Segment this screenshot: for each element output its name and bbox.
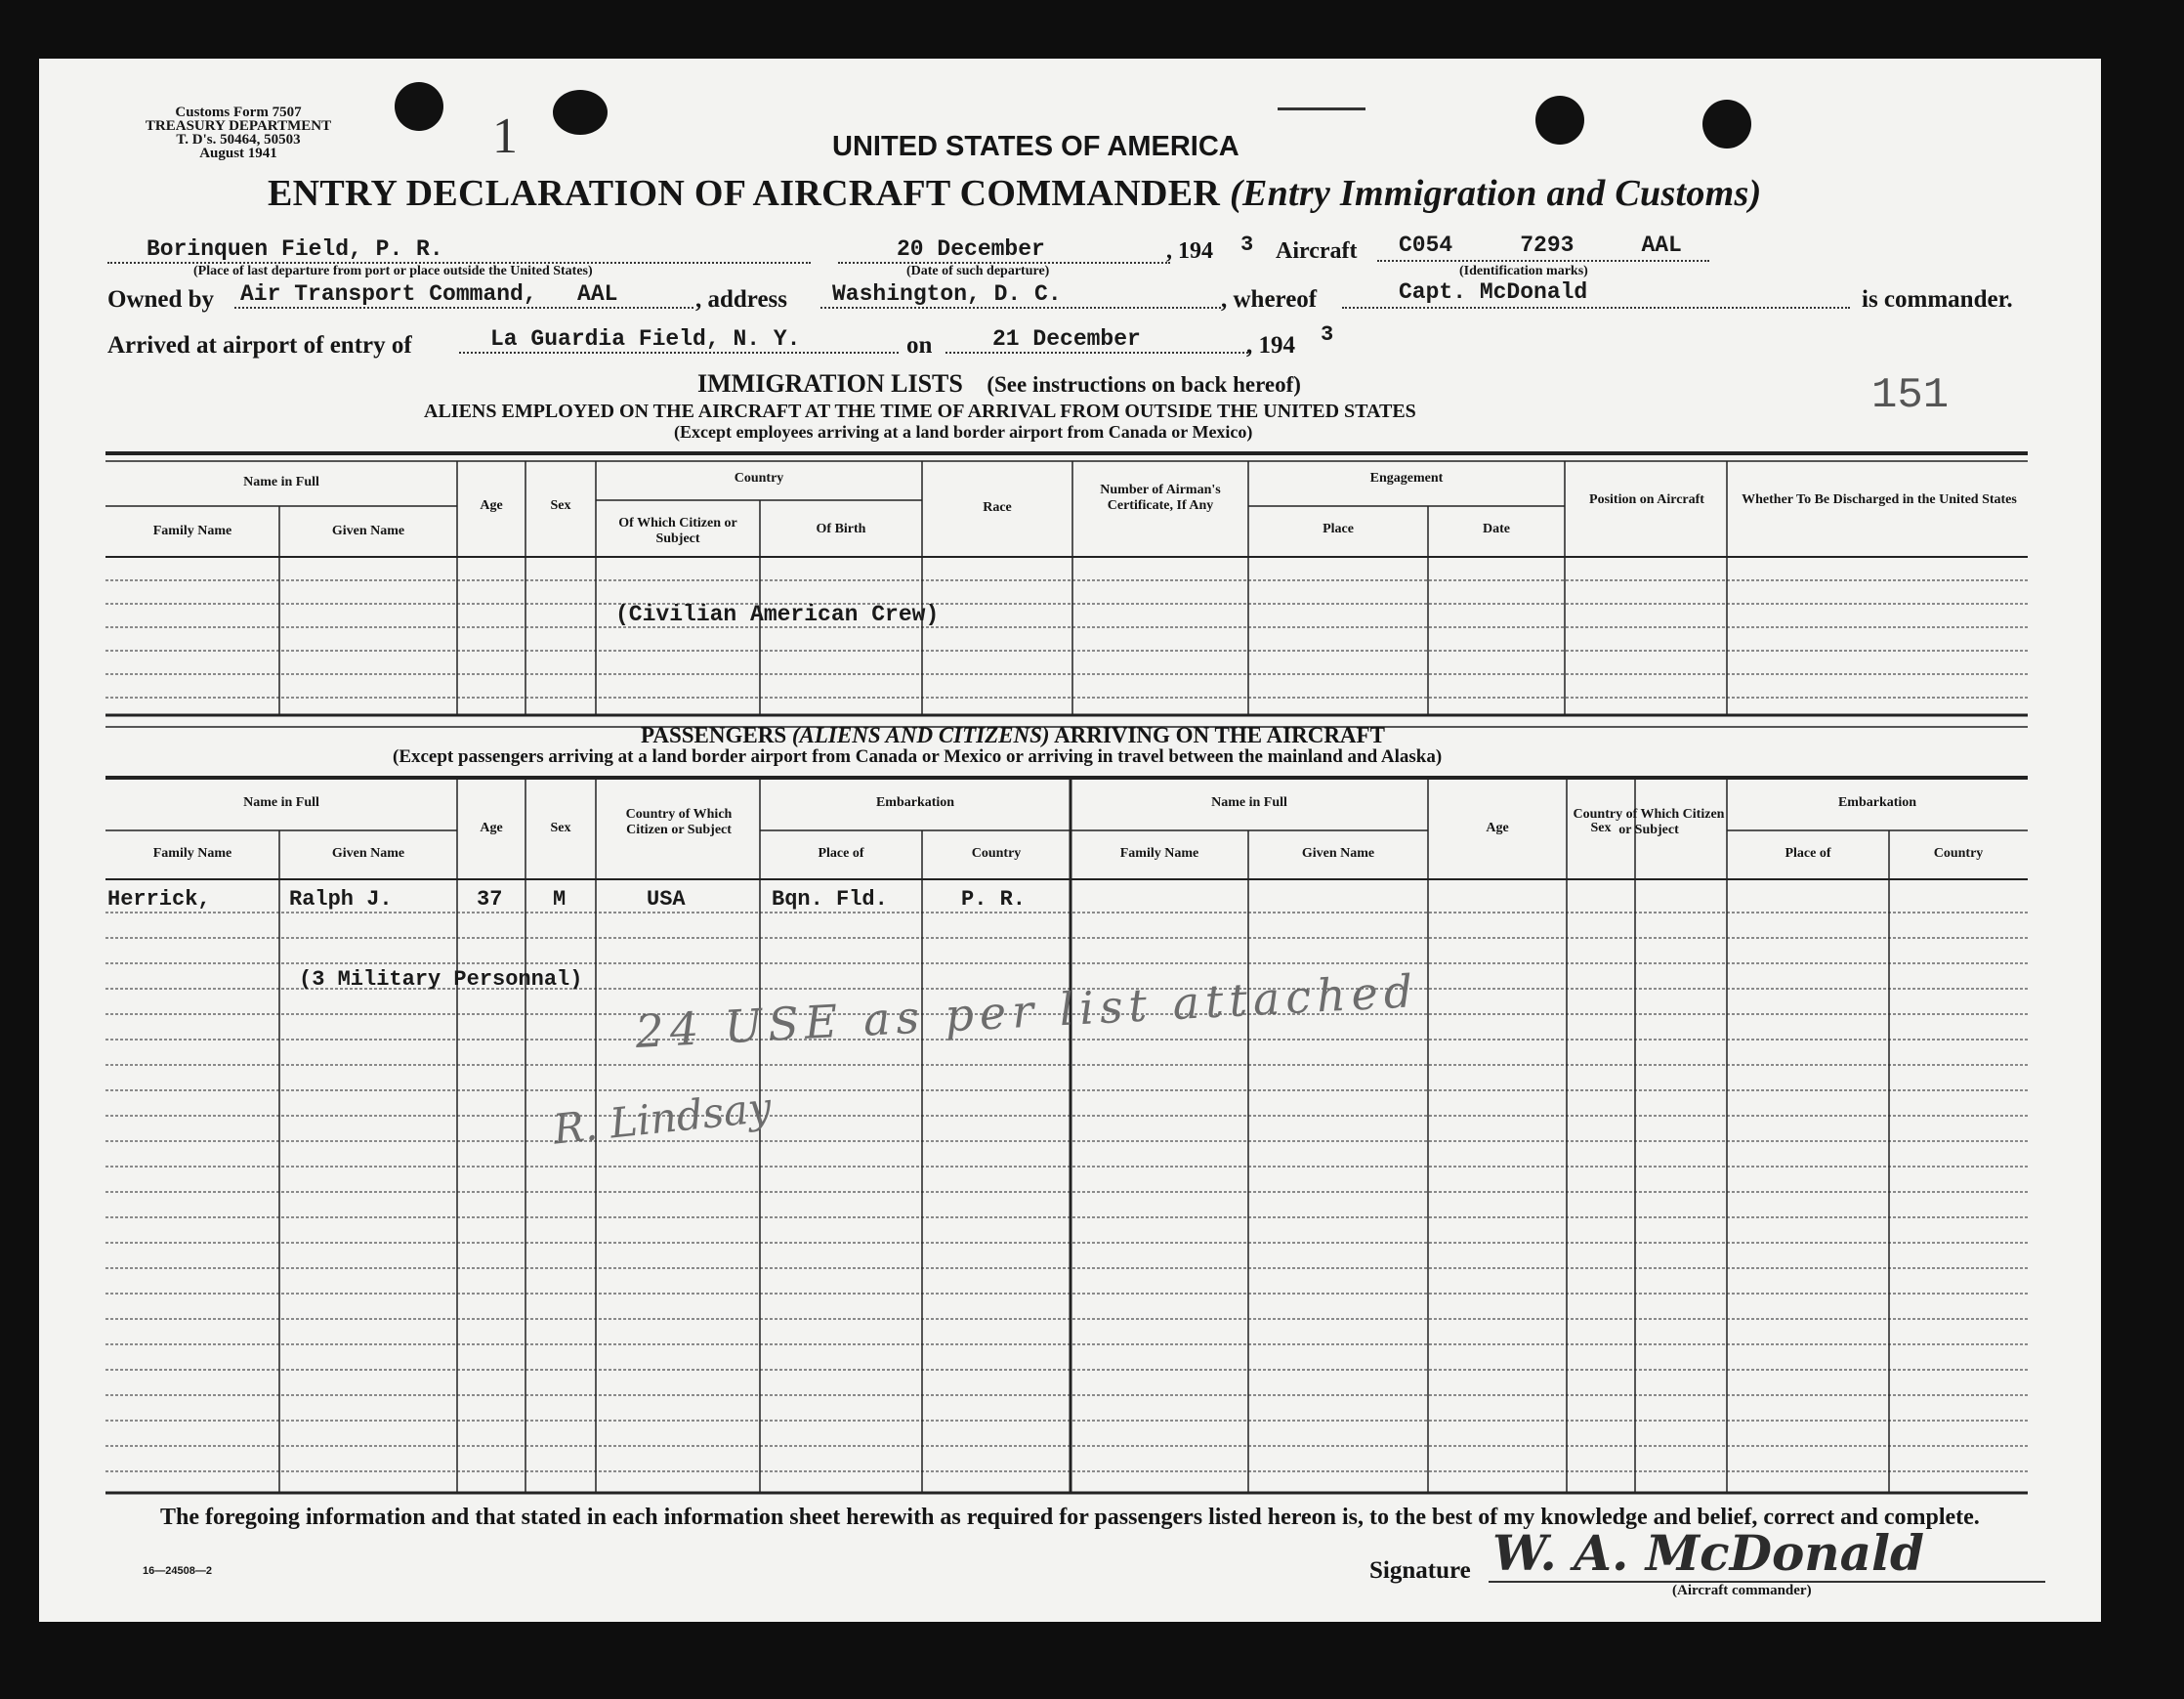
stamp-number: 151 — [1871, 371, 1950, 420]
passengers-title — [641, 723, 1385, 748]
whereof-label: , whereof — [1221, 286, 1318, 313]
pass-header-sex-2: Sex — [1590, 821, 1612, 835]
departure-date-caption: (Date of such departure) — [906, 264, 1050, 278]
aircraft-label: Aircraft — [1276, 238, 1358, 264]
pass-header-name-in-full-2: Name in Full — [1211, 795, 1287, 810]
imm-header-age: Age — [480, 498, 503, 513]
imm-header-sex: Sex — [550, 498, 571, 513]
imm-header-birth: Of Birth — [816, 522, 866, 536]
imm-header-country: Country — [734, 471, 784, 486]
pass-header-citizen-2: Country of Which Citizen or Subject — [1573, 807, 1725, 837]
arrival-on-label: on — [906, 332, 933, 359]
departure-year-prefix: , 194 — [1166, 238, 1213, 264]
marginal-mark: 1 — [492, 108, 518, 164]
imm-header-airman-cert: Number of Airman's Certificate, If Any — [1100, 483, 1221, 513]
pass-header-sex: Sex — [550, 821, 571, 835]
passengers-title-suffix: ARRIVING ON THE AIRCRAFT — [1054, 723, 1385, 747]
imm-header-family-name: Family Name — [152, 524, 232, 538]
handwritten-initials: R. Lindsay — [551, 1083, 774, 1154]
departure-place: Borinquen Field, P. R. — [147, 236, 443, 262]
owner-address: Washington, D. C. — [832, 281, 1062, 307]
passenger-sex: M — [553, 887, 567, 912]
immigration-instructions: (See instructions on back hereof) — [987, 372, 1301, 397]
signature: W. A. McDonald — [1492, 1524, 1924, 1582]
td-numbers: T. D's. 50464, 50503 — [176, 132, 301, 148]
passengers-title-prefix: PASSENGERS — [641, 723, 787, 747]
arrival-airport: La Guardia Field, N. Y. — [490, 326, 801, 352]
military-personnel-note: (3 Military Personnal) — [299, 967, 583, 992]
imm-header-race: Race — [983, 500, 1012, 515]
pass-header-given-name-2: Given Name — [1301, 846, 1375, 861]
arrival-date: 21 December — [992, 326, 1141, 352]
form-number: Customs Form 7507 — [175, 105, 302, 120]
crew-entry: (Civilian American Crew) — [615, 602, 940, 627]
imm-header-date: Date — [1483, 522, 1510, 536]
aircraft-id: C054 7293 AAL — [1399, 233, 1682, 258]
declaration-text: The foregoing information and that stated in each information sheet herewith as required for passengers listed hereon is, to the best of my knowledge and belief, correct and complete. — [160, 1505, 1980, 1530]
department-name: TREASURY DEPARTMENT — [145, 118, 332, 134]
pass-header-age: Age — [480, 821, 503, 835]
imm-header-citizen: Of Which Citizen or Subject — [618, 516, 737, 546]
departure-date: 20 December — [897, 236, 1045, 262]
aircraft-caption: (Identification marks) — [1459, 264, 1588, 278]
signature-caption: (Aircraft commander) — [1672, 1583, 1812, 1598]
title-italic: (Entry Immigration and Customs) — [1229, 173, 1762, 214]
pass-header-given-name: Given Name — [331, 846, 405, 861]
commander-suffix: is commander. — [1862, 286, 2013, 313]
passengers-exception: (Except passengers arriving at a land border airport from Canada or Mexico or arriving in travel between the mainland and Alaska) — [393, 746, 1443, 767]
passenger-embark-country: P. R. — [961, 887, 1027, 912]
passenger-given-name: Ralph J. — [289, 887, 393, 912]
pass-header-family-name: Family Name — [152, 846, 232, 861]
printer-code: 16—24508—2 — [143, 1565, 212, 1577]
imm-header-place: Place — [1323, 522, 1354, 536]
owner-name: Air Transport Command, AAL — [240, 281, 618, 307]
pass-header-place-of: Place of — [818, 846, 864, 861]
commander-name: Capt. McDonald — [1399, 279, 1588, 305]
pass-header-name-in-full: Name in Full — [243, 795, 319, 810]
passenger-embark-place: Bqn. Fld. — [772, 887, 888, 912]
imm-header-engagement: Engagement — [1369, 471, 1444, 486]
immigration-exception: (Except employees arriving at a land border airport from Canada or Mexico) — [674, 422, 1253, 442]
handwritten-note: 24 USE as per list attached — [634, 964, 1420, 1058]
pass-header-place-of-2: Place of — [1785, 846, 1831, 861]
pass-header-country-2: Country — [1933, 846, 1984, 861]
departure-year: 3 — [1240, 233, 1254, 257]
immigration-title: IMMIGRATION LISTS — [697, 369, 963, 398]
pass-header-citizen: Country of Which Citizen or Subject — [625, 807, 733, 837]
pass-header-country: Country — [971, 846, 1022, 861]
arrival-year: 3 — [1321, 322, 1334, 347]
form-date: August 1941 — [199, 146, 277, 161]
imm-header-name-in-full: Name in Full — [243, 475, 319, 489]
arrival-year-prefix: , 194 — [1246, 332, 1295, 359]
pass-header-embarkation: Embarkation — [875, 795, 955, 810]
passenger-age: 37 — [477, 887, 503, 912]
passenger-family-name: Herrick, — [107, 887, 211, 912]
pass-header-age-2: Age — [1486, 821, 1509, 835]
immigration-subtitle: ALIENS EMPLOYED ON THE AIRCRAFT AT THE TIME OF ARRIVAL FROM OUTSIDE THE UNITED STATES — [424, 401, 1416, 422]
signature-label: Signature — [1369, 1557, 1471, 1584]
title-main: ENTRY DECLARATION OF AIRCRAFT COMMANDER — [268, 173, 1221, 214]
address-label: , address — [695, 286, 788, 313]
owner-label: Owned by — [107, 286, 215, 313]
passenger-citizen: USA — [647, 887, 686, 912]
departure-place-caption: (Place of last departure from port or place outside the United States) — [193, 264, 593, 278]
country-heading: UNITED STATES OF AMERICA — [832, 131, 1239, 162]
imm-header-discharged: Whether To Be Discharged in the United States — [1742, 492, 2017, 507]
imm-header-given-name: Given Name — [331, 524, 405, 538]
pass-header-family-name-2: Family Name — [1119, 846, 1199, 861]
pass-header-embarkation-2: Embarkation — [1837, 795, 1917, 810]
arrival-label: Arrived at airport of entry of — [107, 332, 412, 359]
imm-header-position: Position on Aircraft — [1589, 492, 1704, 507]
passengers-title-italic: (ALIENS AND CITIZENS) — [791, 723, 1050, 747]
